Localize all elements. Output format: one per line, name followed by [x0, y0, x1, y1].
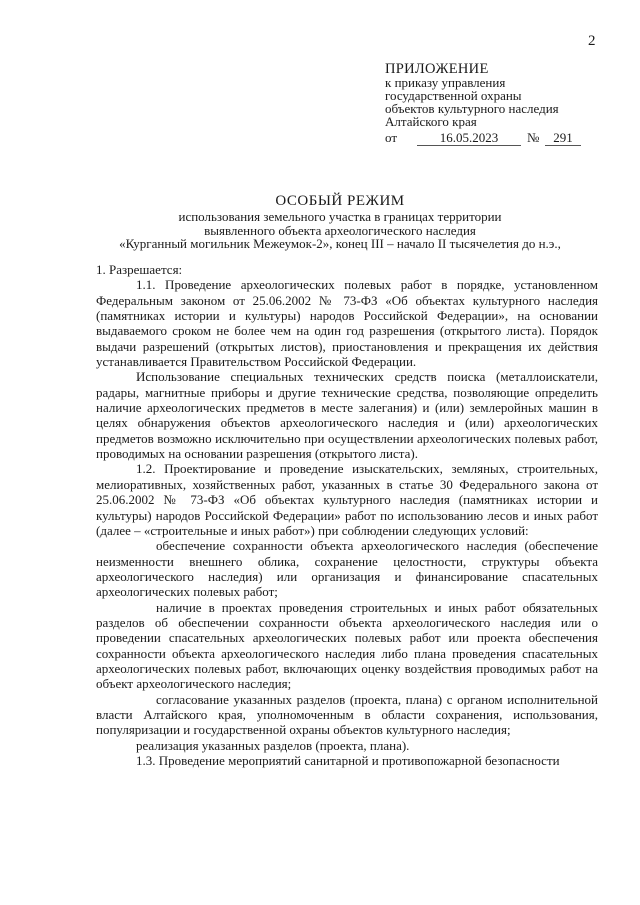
appendix-block: [385, 62, 625, 151]
appendix-line: объектов культурного наследия: [385, 101, 559, 116]
section-heading: 1. Разрешается:: [96, 262, 183, 277]
paragraph-1-2: 1.2. Проектирование и проведение изыскательских, земляных, строительных, мелиоративных, хозяйственных работ, указанных в статье 30 Федерального закона от 25.06.2002 № 73-ФЗ «Об объектах культурного наследия (памятниках истории и культуры) народов Российской Федерации» работ по использованию лесов и иных работ (далее – «строительные и иных работ») при соблюдении следующих условий:: [96, 461, 598, 538]
page-number: 2: [588, 33, 596, 49]
order-number-label: №: [527, 130, 540, 145]
title-line: выявленного объекта археологического наследия: [204, 222, 476, 238]
title-main: ОСОБЫЙ РЕЖИМ: [275, 193, 405, 209]
title-line: «Курганный могильник Межеумок-2», конец III – начало II тысячелетия до н.э.,: [119, 236, 561, 251]
order-date: 16.05.2023: [417, 131, 521, 146]
appendix-line: Алтайского края: [385, 114, 477, 129]
paragraph-special-means: Использование специальных технических средств поиска (металлоискатели, радары, магнитные приборы и другие технические средства, позволяющие определить наличие археологических предметов в месте залегания) и (или) землеройных машин в целях обнаружения объектов археологического наследия и (или) археологических предметов возможно исключительно при осуществлении археологических полевых работ, проводимых на основании разрешения (открытого листа).: [96, 369, 598, 462]
paragraph-1-3: 1.3. Проведение мероприятий санитарной и противопожарной безопасности: [136, 753, 560, 768]
order-line: [385, 131, 625, 151]
condition-preservation: обеспечение сохранности объекта археологического наследия (обеспечение неизменности внешнего облика, сохранение целостности, структуры объекта археологического наследия) или организация и финансирование спасательных археологических полевых работ;: [96, 538, 598, 600]
paragraph-1-1: 1.1. Проведение археологических полевых работ в порядке, установленном Федеральным законом от 25.06.2002 № 73-ФЗ «Об объектах культурного наследия (памятниках истории и культуры) народов Российской Федерации», на основании выдаваемого сроком не более чем на один год разрешения (открытого листа). Порядок выдачи разрешений (открытых листов), приостановления и прекращения их действия устанавливается Правительством Российской Федерации.: [96, 277, 598, 370]
appendix-line: государственной охраны: [385, 88, 522, 103]
appendix-heading: ПРИЛОЖЕНИЕ: [385, 61, 489, 77]
appendix-line: к приказу управления: [385, 75, 506, 90]
order-from-label: от: [385, 130, 398, 145]
document-title: [100, 193, 580, 251]
condition-approval: согласование указанных разделов (проекта, плана) с органом исполнительной власти Алтайского края, уполномоченным в области сохранения, использования, популяризации и государственной охраны объектов культурного наследия;: [96, 691, 598, 738]
order-number: 291: [545, 131, 581, 146]
condition-implementation: реализация указанных разделов (проекта, плана).: [136, 737, 410, 753]
document-body: [96, 262, 598, 768]
condition-project-sections: наличие в проектах проведения строительных и иных работ обязательных разделов об обеспечении сохранности объекта археологического наследия или о проведении спасательных археологических полевых работ или проекта обеспечения сохранности объекта археологического наследия либо плана проведения спасательных археологических полевых работ, включающих оценку воздействия проводимых работ на объект археологического наследия;: [96, 599, 598, 692]
title-line: использования земельного участка в границах территории: [178, 209, 502, 224]
